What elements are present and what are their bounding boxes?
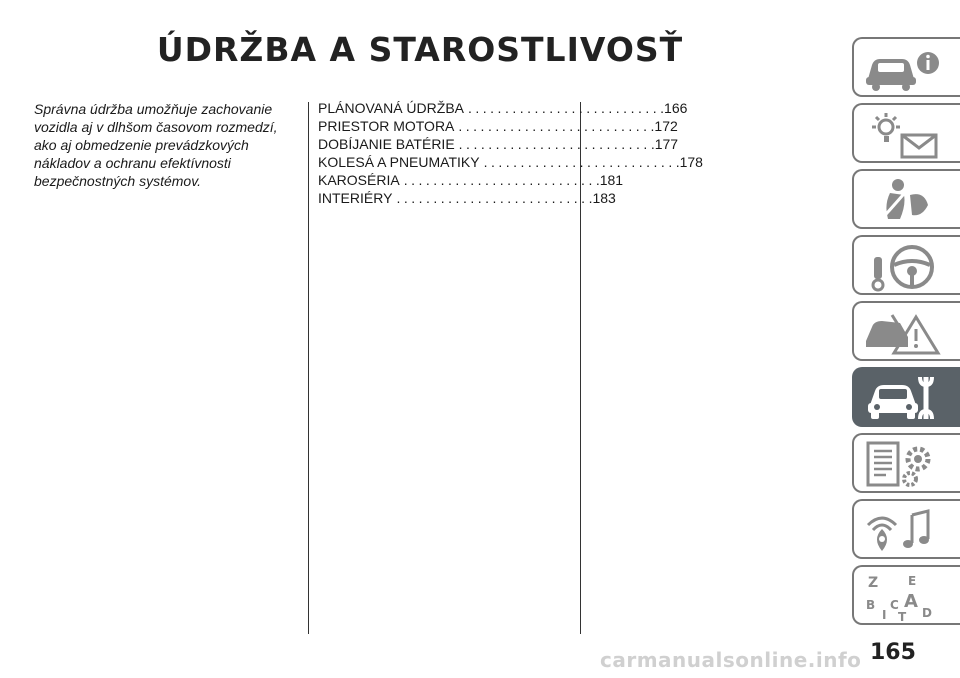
table-of-contents (318, 99, 703, 207)
chapter-tabs (852, 37, 960, 631)
svg-text:T: T (898, 610, 907, 624)
toc-leader: .......................... (483, 154, 676, 170)
svg-text:C: C (890, 598, 899, 612)
intro-line: vozidla aj v dlhšom časovom rozmedzí, (34, 119, 278, 135)
toc-entry-planned-maintenance[interactable] (318, 99, 688, 117)
tab-specifications[interactable] (852, 433, 960, 493)
svg-text:Z: Z (868, 575, 879, 591)
svg-text:B: B (866, 598, 876, 612)
steering-wheel-key-icon (862, 241, 942, 291)
tab-seat-safety[interactable] (852, 169, 960, 229)
svg-text:E: E (908, 574, 917, 588)
toc-page: .178 (675, 154, 703, 170)
car-info-icon (862, 43, 942, 93)
toc-page: .172 (650, 118, 678, 134)
page-title: ÚDRŽBA A STAROSTLIVOSŤ (156, 30, 684, 69)
tab-multimedia[interactable] (852, 499, 960, 559)
svg-text:I: I (882, 608, 887, 622)
toc-leader: .......................... (403, 172, 596, 188)
intro-line: Správna údržba umožňuje zachovanie (34, 101, 273, 117)
page-number: 165 (870, 640, 916, 665)
tab-warning-lights[interactable] (852, 103, 960, 163)
specs-gear-icon (862, 439, 942, 489)
intro-line: nákladov a ochranu efektívnosti (34, 155, 231, 171)
tab-alphabetical-index[interactable] (852, 565, 960, 625)
toc-leader: .......................... (468, 100, 661, 116)
intro-text (34, 100, 296, 190)
svg-text:A: A (904, 591, 918, 612)
column-divider (308, 102, 309, 634)
warning-lights-icon (862, 109, 942, 159)
tab-steering-wheel[interactable] (852, 235, 960, 295)
toc-page: .166 (660, 100, 688, 116)
toc-page: .177 (650, 136, 679, 152)
toc-label: PRIESTOR MOTORA (318, 118, 455, 134)
intro-line: ako aj obmedzenie prevádzkových (34, 137, 249, 153)
toc-entry-wheels-tyres[interactable] (318, 153, 703, 171)
watermark: carmanualsonline.info (600, 648, 862, 672)
car-breakdown-icon (862, 307, 942, 357)
toc-entry-battery-charging[interactable] (318, 135, 679, 153)
toc-label: KAROSÉRIA (318, 172, 400, 188)
toc-leader: .......................... (396, 190, 589, 206)
toc-label: PLÁNOVANÁ ÚDRŽBA (318, 100, 464, 116)
toc-page: .181 (595, 172, 624, 188)
tab-maintenance[interactable] (852, 367, 960, 427)
seat-safety-icon (862, 175, 942, 225)
intro-line: bezpečnostných systémov. (34, 173, 202, 189)
svg-text:D: D (922, 606, 932, 620)
multimedia-icon (862, 505, 942, 555)
toc-label: INTERIÉRY (318, 190, 393, 206)
alphabet-index-icon (862, 571, 942, 624)
car-wrench-icon (862, 373, 942, 423)
toc-page: .183 (588, 190, 616, 206)
toc-label: DOBÍJANIE BATÉRIE (318, 136, 455, 152)
toc-entry-interior[interactable] (318, 189, 616, 207)
toc-label: KOLESÁ A PNEUMATIKY (318, 154, 480, 170)
tab-car-breakdown[interactable] (852, 301, 960, 361)
tab-car-info[interactable] (852, 37, 960, 97)
toc-leader: .......................... (458, 136, 651, 152)
toc-leader: .......................... (458, 118, 651, 134)
toc-entry-engine-compartment[interactable] (318, 117, 678, 135)
toc-entry-bodywork[interactable] (318, 171, 624, 189)
